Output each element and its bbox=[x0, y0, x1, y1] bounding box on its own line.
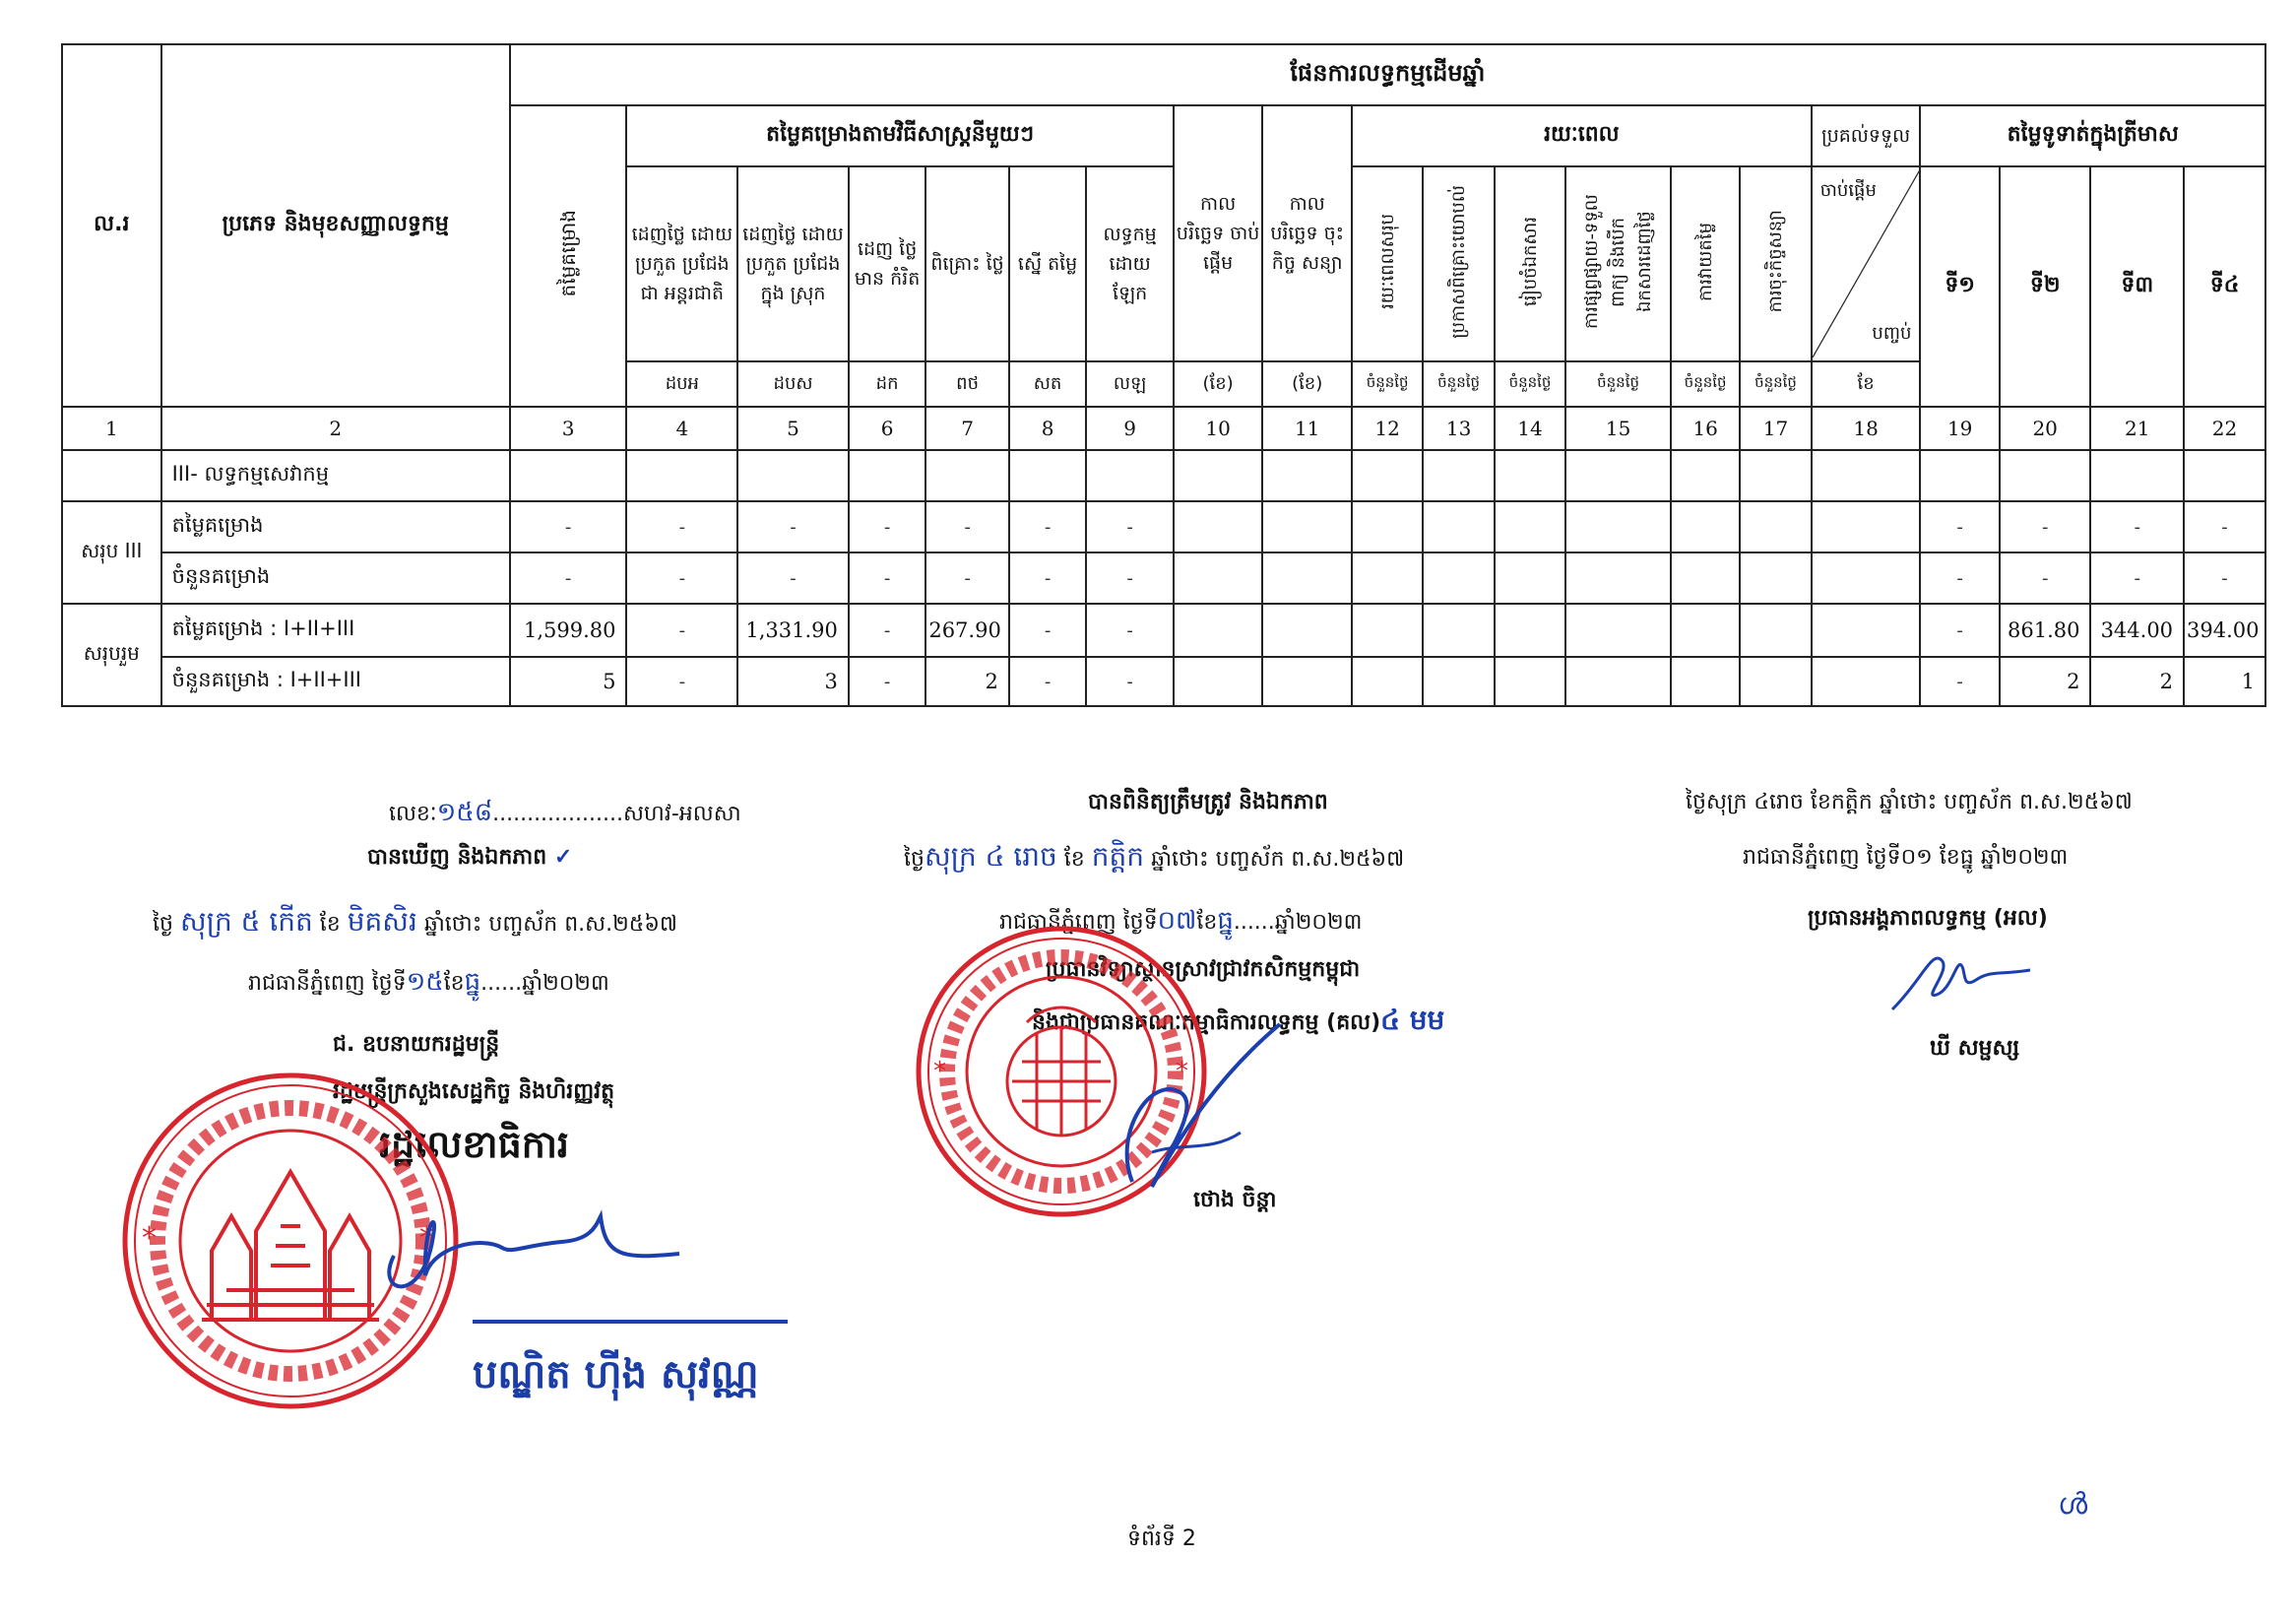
unit-cell: ដបអ bbox=[626, 361, 737, 407]
empty-cell bbox=[2184, 450, 2265, 501]
method-header-2: ដេញថ្លៃ ដោយប្រកួត ប្រជែងក្នុង ស្រុក bbox=[737, 166, 849, 361]
right-signature bbox=[1882, 941, 2040, 1019]
duration-header-5: ការវាយតម្លៃ bbox=[1671, 166, 1740, 361]
corner-initial-mark: ൾ bbox=[2058, 1487, 2088, 1522]
column-number: 11 bbox=[1262, 407, 1352, 450]
quarter-value-cell: 2 bbox=[2000, 657, 2091, 706]
value-cell: 3 bbox=[737, 657, 849, 706]
column-number: 16 bbox=[1671, 407, 1740, 450]
dash-cell: - bbox=[510, 552, 627, 604]
delivery-end-label: បញ្ចប់ bbox=[1872, 323, 1912, 344]
col-no-header: ល.រ bbox=[62, 44, 161, 407]
column-number: 9 bbox=[1086, 407, 1174, 450]
empty-cell bbox=[1423, 450, 1494, 501]
empty-cell bbox=[1174, 552, 1263, 604]
middle-title-1: ប្រធានវិទ្យាស្ថានស្រាវជ្រាវកសិកម្មកម្ពុជា bbox=[1046, 957, 1361, 982]
value-cell: 1,599.80 bbox=[510, 604, 627, 657]
left-signature bbox=[364, 1197, 689, 1315]
value-cell: 5 bbox=[510, 657, 627, 706]
middle-signature bbox=[1093, 1014, 1290, 1201]
empty-cell bbox=[1812, 657, 1921, 706]
empty-cell bbox=[1423, 501, 1494, 552]
empty-cell bbox=[1174, 657, 1263, 706]
value-cell: 1,331.90 bbox=[737, 604, 849, 657]
column-number: 8 bbox=[1009, 407, 1086, 450]
empty-cell bbox=[1352, 501, 1423, 552]
left-title-3: រដ្ឋលេខាធិការ bbox=[379, 1123, 569, 1166]
section-row bbox=[62, 450, 2265, 501]
unit-cell: (ខែ) bbox=[1262, 361, 1352, 407]
empty-cell bbox=[1812, 552, 1921, 604]
empty-cell bbox=[1565, 604, 1671, 657]
table-row bbox=[62, 604, 2265, 657]
dash-cell: - bbox=[1086, 501, 1174, 552]
empty-cell bbox=[1262, 450, 1352, 501]
grand-total-group-label: សរុបរួម bbox=[62, 604, 161, 706]
svg-text:*: * bbox=[142, 1221, 157, 1256]
value-cell: - bbox=[849, 657, 925, 706]
column-number: 5 bbox=[737, 407, 849, 450]
dash-cell: - bbox=[1920, 501, 1999, 552]
row-label: តម្លៃគម្រោង bbox=[161, 501, 510, 552]
unit-cell: ពថ bbox=[925, 361, 1009, 407]
start-period-header: កាល បរិច្ឆេទ ចាប់ផ្តើម bbox=[1174, 105, 1263, 361]
dash-cell: - bbox=[2090, 552, 2184, 604]
quarter-value-cell: - bbox=[1920, 657, 1999, 706]
duration-group-header: រយៈពេល bbox=[1352, 105, 1812, 166]
row-number-empty bbox=[62, 450, 161, 501]
empty-cell bbox=[1495, 604, 1565, 657]
value-cell: - bbox=[1086, 604, 1174, 657]
value-cell: 267.90 bbox=[925, 604, 1009, 657]
empty-cell bbox=[1740, 552, 1811, 604]
unit-cell: ចំនួនថ្ងៃ bbox=[1423, 361, 1494, 407]
dash-cell: - bbox=[737, 501, 849, 552]
value-cell: - bbox=[626, 604, 737, 657]
quarter-value-cell: - bbox=[1920, 604, 1999, 657]
delivery-start-label: ចាប់ផ្តើម bbox=[1819, 180, 1877, 201]
unit-cell: ចំនួនថ្ងៃ bbox=[1565, 361, 1671, 407]
unit-cell: សត bbox=[1009, 361, 1086, 407]
dash-cell: - bbox=[1009, 501, 1086, 552]
empty-cell bbox=[1495, 501, 1565, 552]
empty-cell bbox=[1671, 604, 1740, 657]
column-number: 17 bbox=[1740, 407, 1811, 450]
quarter-value-cell: 394.00 bbox=[2184, 604, 2265, 657]
column-number: 13 bbox=[1423, 407, 1494, 450]
column-number: 2 bbox=[161, 407, 510, 450]
unit-cell: ចំនួនថ្ងៃ bbox=[1495, 361, 1565, 407]
empty-cell bbox=[1495, 450, 1565, 501]
middle-day-line: ថ្ងៃសុក្រ ៤ រោច ខែ កត្តិក ឆ្នាំថោះ បញ្ចស័ក ព.ស.២៥៦៧ bbox=[904, 840, 1405, 873]
unit-cell: ចំនួនថ្ងៃ bbox=[1740, 361, 1811, 407]
unit-cell: ដក bbox=[849, 361, 925, 407]
row-label: ចំនួនគម្រោង : I+II+III bbox=[161, 657, 510, 706]
empty-cell bbox=[1671, 552, 1740, 604]
dash-cell: - bbox=[626, 501, 737, 552]
dash-cell: - bbox=[2184, 552, 2265, 604]
empty-cell bbox=[1352, 450, 1423, 501]
empty-cell bbox=[1565, 552, 1671, 604]
empty-cell bbox=[849, 450, 925, 501]
subtotal-group-label: សរុប III bbox=[62, 501, 161, 604]
empty-cell bbox=[1740, 450, 1811, 501]
svg-text:*: * bbox=[1176, 1057, 1188, 1086]
duration-header-3: រៀបចំឯកសារ bbox=[1495, 166, 1565, 361]
column-number: 19 bbox=[1920, 407, 1999, 450]
duration-header-4: ការផ្សព្វផ្សាយ-ទទួលពាក្យ និងបើកឯកសារដេញថ្លៃ bbox=[1565, 166, 1671, 361]
dash-cell: - bbox=[626, 552, 737, 604]
middle-signatory-name: ថោង ចិន្តា bbox=[1193, 1188, 1277, 1212]
column-number: 3 bbox=[510, 407, 627, 450]
duration-header-1: រយៈពេលសរុប bbox=[1352, 166, 1423, 361]
dash-cell: - bbox=[925, 552, 1009, 604]
empty-cell bbox=[1423, 657, 1494, 706]
left-signature-underline bbox=[473, 1320, 788, 1324]
empty-cell bbox=[1671, 657, 1740, 706]
dash-cell: - bbox=[510, 501, 627, 552]
checked-approved: បានពិនិត្យត្រឹមត្រូវ និងឯកភាព bbox=[1088, 790, 1328, 814]
unit-cell: លឡ bbox=[1086, 361, 1174, 407]
column-number: 12 bbox=[1352, 407, 1423, 450]
column-number: 14 bbox=[1495, 407, 1565, 450]
value-cell: - bbox=[1009, 604, 1086, 657]
estimate-header: តម្លៃគម្រោង bbox=[510, 105, 627, 407]
empty-cell bbox=[1262, 501, 1352, 552]
empty-cell bbox=[737, 450, 849, 501]
right-title: ប្រធានអង្គភាពលទ្ធកម្ម (អល) bbox=[1808, 906, 2048, 931]
unit-cell: ដបស bbox=[737, 361, 849, 407]
procurement-plan-table bbox=[61, 43, 2266, 707]
duration-header-6: ការចុះកិច្ចសន្យា bbox=[1740, 166, 1811, 361]
column-number: 6 bbox=[849, 407, 925, 450]
empty-cell bbox=[925, 450, 1009, 501]
quarter-header-1: ទី១ bbox=[1920, 166, 1999, 407]
empty-cell bbox=[626, 450, 737, 501]
seen-approved: បានឃើញ និងឯកភាព ✓ bbox=[367, 844, 573, 870]
column-number: 15 bbox=[1565, 407, 1671, 450]
dash-cell: - bbox=[2090, 501, 2184, 552]
svg-text:*: * bbox=[933, 1057, 946, 1086]
dash-cell: - bbox=[2000, 501, 2091, 552]
empty-cell bbox=[1174, 450, 1263, 501]
method-header-4: ពិគ្រោះ ថ្លៃ bbox=[925, 166, 1009, 361]
empty-cell bbox=[1920, 450, 1999, 501]
dash-cell: - bbox=[849, 501, 925, 552]
reference-line: លេខៈ១៥៨...................សហវ-អលសា bbox=[389, 798, 741, 827]
empty-cell bbox=[1740, 501, 1811, 552]
empty-cell bbox=[1495, 657, 1565, 706]
method-header-1: ដេញថ្លៃ ដោយប្រកួត ប្រជែងជា អន្តរជាតិ bbox=[626, 166, 737, 361]
left-city-line: រាជធានីភ្នំពេញ ថ្ងៃទី១៥ខែធ្នូ......ឆ្នាំ២០២៣ bbox=[248, 967, 609, 997]
empty-cell bbox=[2090, 450, 2184, 501]
quarter-value-cell: 344.00 bbox=[2090, 604, 2184, 657]
column-number: 1 bbox=[62, 407, 161, 450]
plan-title: ផែនការលទ្ធកម្មដើមឆ្នាំ bbox=[510, 44, 2265, 105]
dash-cell: - bbox=[849, 552, 925, 604]
dash-cell: - bbox=[925, 501, 1009, 552]
empty-cell bbox=[1740, 657, 1811, 706]
dash-cell: - bbox=[1086, 552, 1174, 604]
value-cell: 2 bbox=[925, 657, 1009, 706]
quarter-header-4: ទី៤ bbox=[2184, 166, 2265, 407]
quarter-header-3: ទី៣ bbox=[2090, 166, 2184, 407]
col-type-header: ប្រភេទ និងមុខសញ្ញាលទ្ធកម្ម bbox=[161, 44, 510, 407]
empty-cell bbox=[2000, 450, 2091, 501]
quarter-value-cell: 861.80 bbox=[2000, 604, 2091, 657]
method-group-header: តម្លៃគម្រោងតាមវិធីសាស្ត្រនីមួយៗ bbox=[626, 105, 1173, 166]
delivery-diagonal-cell bbox=[1812, 166, 1921, 361]
dash-cell: - bbox=[2000, 552, 2091, 604]
empty-cell bbox=[1423, 552, 1494, 604]
left-title-1: ជ. ឧបនាយករដ្ឋមន្ត្រី bbox=[333, 1032, 500, 1057]
empty-cell bbox=[1009, 450, 1086, 501]
column-number: 22 bbox=[2184, 407, 2265, 450]
method-header-6: លទ្ធកម្ម ដោយ ឡែក bbox=[1086, 166, 1174, 361]
column-number: 4 bbox=[626, 407, 737, 450]
empty-cell bbox=[1671, 450, 1740, 501]
unit-cell: (ខែ) bbox=[1174, 361, 1263, 407]
dash-cell: - bbox=[1920, 552, 1999, 604]
empty-cell bbox=[1565, 657, 1671, 706]
quarter-value-cell: 2 bbox=[2090, 657, 2184, 706]
empty-cell bbox=[1423, 604, 1494, 657]
empty-cell bbox=[1812, 501, 1921, 552]
empty-cell bbox=[1174, 604, 1263, 657]
method-header-3: ដេញ ថ្លៃមាន កំរិត bbox=[849, 166, 925, 361]
row-label: តម្លៃគម្រោង : I+II+III bbox=[161, 604, 510, 657]
left-signatory-name: បណ្ឌិត ហ៊ីង សុវណ្ណ bbox=[473, 1352, 759, 1397]
empty-cell bbox=[1262, 604, 1352, 657]
empty-cell bbox=[1740, 604, 1811, 657]
dash-cell: - bbox=[2184, 501, 2265, 552]
quarter-value-cell: 1 bbox=[2184, 657, 2265, 706]
left-day-line: ថ្ងៃ សុក្រ ៥ កើត ខែ មិគសិរ ឆ្នាំថោះ បញ្ចស័ក ព.ស.២៥៦៧ bbox=[153, 905, 677, 938]
empty-cell bbox=[1671, 501, 1740, 552]
empty-cell bbox=[1812, 604, 1921, 657]
empty-cell bbox=[1352, 604, 1423, 657]
table-row bbox=[62, 657, 2265, 706]
value-cell: - bbox=[1086, 657, 1174, 706]
column-number: 18 bbox=[1812, 407, 1921, 450]
empty-cell bbox=[1086, 450, 1174, 501]
empty-cell bbox=[1352, 552, 1423, 604]
quarter-group-header: តម្លៃទូទាត់ក្នុងត្រីមាស bbox=[1920, 105, 2265, 166]
dash-cell: - bbox=[1009, 552, 1086, 604]
empty-cell bbox=[510, 450, 627, 501]
column-number: 21 bbox=[2090, 407, 2184, 450]
method-header-5: ស្នើ តម្លៃ bbox=[1009, 166, 1086, 361]
empty-cell bbox=[1262, 657, 1352, 706]
quarter-header-2: ទី២ bbox=[2000, 166, 2091, 407]
middle-city-line: រាជធានីភ្នំពេញ ថ្ងៃទី០៧ខែធ្នូ......ឆ្នាំ២០២៣ bbox=[999, 906, 1363, 936]
unit-cell: ចំនួនថ្ងៃ bbox=[1352, 361, 1423, 407]
right-signatory-name: ឃី សម្ផស្ស bbox=[1930, 1036, 2020, 1061]
value-cell: - bbox=[626, 657, 737, 706]
table-row bbox=[62, 552, 2265, 604]
svg-text:*: * bbox=[419, 1221, 434, 1256]
duration-header-2: ប្រកាសពិគ្រោះយោបល់ bbox=[1423, 166, 1494, 361]
right-date-line: ថ្ងៃសុក្រ ៤រោច ខែកត្តិក ឆ្នាំថោះ បញ្ចស័ក ព.ស.២៥៦៧ bbox=[1686, 790, 2133, 814]
table-row bbox=[62, 501, 2265, 552]
sign-period-header: កាល បរិច្ឆេទ ចុះកិច្ច សន្យា bbox=[1262, 105, 1352, 361]
empty-cell bbox=[1812, 450, 1921, 501]
column-number: 7 bbox=[925, 407, 1009, 450]
delivery-group-header: ប្រគល់ទទួល bbox=[1812, 105, 1921, 166]
unit-cell: ខែ bbox=[1812, 361, 1921, 407]
column-number: 10 bbox=[1174, 407, 1263, 450]
row-label: ចំនួនគម្រោង bbox=[161, 552, 510, 604]
empty-cell bbox=[1262, 552, 1352, 604]
column-number: 20 bbox=[2000, 407, 2091, 450]
middle-title-2: និងជាប្រធានគណៈកម្មាធិការលទ្ធកម្ម (គល)៤ មម bbox=[1032, 1004, 1445, 1036]
dash-cell: - bbox=[737, 552, 849, 604]
column-number-row bbox=[62, 407, 2265, 450]
left-title-2: រដ្ឋមន្ត្រីក្រសួងសេដ្ឋកិច្ច និងហិរញ្ញវត្ថុ bbox=[333, 1079, 615, 1104]
empty-cell bbox=[1565, 501, 1671, 552]
right-city-line: រាជធានីភ្នំពេញ ថ្ងៃទី០១ ខែធ្នូ ឆ្នាំ២០២៣ bbox=[1743, 845, 2069, 870]
empty-cell bbox=[1352, 657, 1423, 706]
page-number: ទំព័រទី 2 bbox=[1127, 1526, 1196, 1551]
value-cell: - bbox=[1009, 657, 1086, 706]
section-title: III- លទ្ធកម្មសេវាកម្ម bbox=[161, 450, 510, 501]
empty-cell bbox=[1495, 552, 1565, 604]
value-cell: - bbox=[849, 604, 925, 657]
unit-cell: ចំនួនថ្ងៃ bbox=[1671, 361, 1740, 407]
empty-cell bbox=[1565, 450, 1671, 501]
empty-cell bbox=[1174, 501, 1263, 552]
